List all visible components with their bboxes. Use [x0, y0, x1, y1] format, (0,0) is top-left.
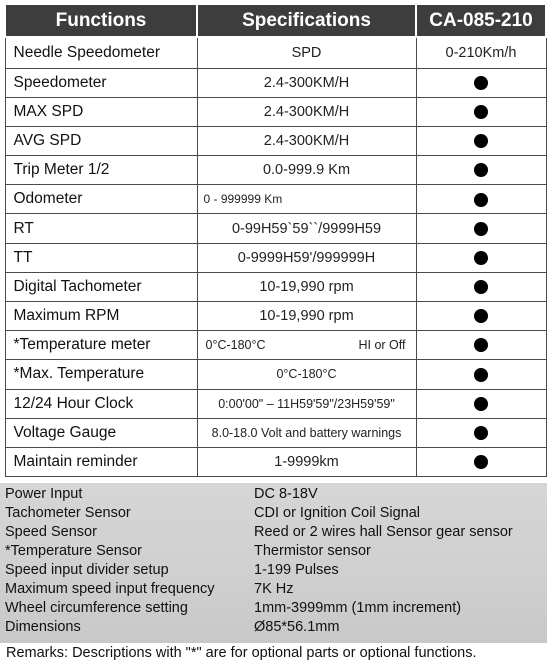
supported-dot-icon	[474, 455, 488, 469]
table-header-row	[5, 4, 546, 37]
spec-range: 0°C-180°C	[205, 338, 266, 353]
supported-dot-icon	[474, 134, 488, 148]
info-value: 7K Hz	[254, 581, 294, 597]
info-label: Speed Sensor	[5, 524, 97, 540]
spec-cell: 0:00'00" – 11H59'59"/23H59'59"	[197, 389, 416, 418]
function-cell: *Max. Temperature	[5, 360, 197, 389]
table-row	[5, 156, 546, 185]
supported-dot-icon	[474, 397, 488, 411]
table-row	[5, 97, 546, 126]
supported-dot-icon	[474, 368, 488, 382]
spec-cell: 10-19,990 rpm	[197, 302, 416, 331]
header-functions: Functions	[5, 4, 197, 37]
supported-dot-icon	[474, 222, 488, 236]
spec-cell: 2.4-300KM/H	[197, 126, 416, 155]
table-row	[5, 418, 546, 447]
supported-dot-icon	[474, 338, 488, 352]
info-label: Wheel circumference setting	[5, 600, 188, 616]
function-cell: Digital Tachometer	[5, 272, 197, 301]
function-cell: Trip Meter 1/2	[5, 156, 197, 185]
table-row	[5, 214, 546, 243]
model-cell	[416, 447, 546, 476]
info-label: Tachometer Sensor	[5, 505, 131, 521]
model-cell	[416, 185, 546, 214]
spec-cell: 10-19,990 rpm	[197, 272, 416, 301]
model-cell: 0-210Km/h	[416, 37, 546, 68]
table-row	[5, 185, 546, 214]
model-cell	[416, 389, 546, 418]
remarks-note: Remarks: Descriptions with "*" are for optional parts or optional functions.	[6, 645, 477, 661]
model-cell	[416, 360, 546, 389]
model-cell	[416, 302, 546, 331]
model-cell	[416, 418, 546, 447]
info-value: Ø85*56.1mm	[254, 619, 340, 635]
technical-info-panel	[0, 483, 547, 643]
table-row	[5, 243, 546, 272]
function-cell: AVG SPD	[5, 126, 197, 155]
spec-cell	[197, 331, 416, 360]
table-row	[5, 389, 546, 418]
model-cell	[416, 156, 546, 185]
table-row	[5, 37, 546, 68]
model-cell	[416, 97, 546, 126]
info-value: DC 8-18V	[254, 486, 318, 502]
table-row	[5, 302, 546, 331]
info-label: *Temperature Sensor	[5, 543, 143, 559]
supported-dot-icon	[474, 280, 488, 294]
function-cell: Maintain reminder	[5, 447, 197, 476]
spec-cell: 0°C-180°C	[197, 360, 416, 389]
function-cell: *Temperature meter	[5, 331, 197, 360]
function-cell: 12/24 Hour Clock	[5, 389, 197, 418]
table-row	[5, 447, 546, 476]
info-value: Thermistor sensor	[254, 543, 371, 559]
function-cell: TT	[5, 243, 197, 272]
spec-extra: HI or Off	[358, 338, 406, 353]
info-value: 1-199 Pulses	[254, 562, 339, 578]
function-cell: MAX SPD	[5, 97, 197, 126]
table-row	[5, 360, 546, 389]
model-cell	[416, 243, 546, 272]
spec-cell: 8.0-18.0 Volt and battery warnings	[197, 418, 416, 447]
spec-cell: 2.4-300KM/H	[197, 68, 416, 97]
supported-dot-icon	[474, 163, 488, 177]
function-cell: Odometer	[5, 185, 197, 214]
spec-cell: 0.0-999.9 Km	[197, 156, 416, 185]
spec-cell: SPD	[197, 37, 416, 68]
table-row	[5, 331, 546, 360]
supported-dot-icon	[474, 309, 488, 323]
spec-cell: 0-99H59`59``/9999H59	[197, 214, 416, 243]
header-specifications: Specifications	[197, 4, 416, 37]
specifications-table	[4, 3, 547, 477]
info-value: 1mm-3999mm (1mm increment)	[254, 600, 462, 616]
table-row	[5, 272, 546, 301]
spec-cell: 0 - 999999 Km	[197, 185, 416, 214]
supported-dot-icon	[474, 251, 488, 265]
spec-cell: 1-9999km	[197, 447, 416, 476]
model-cell	[416, 68, 546, 97]
table-row	[5, 126, 546, 155]
function-cell: Needle Speedometer	[5, 37, 197, 68]
function-cell: Maximum RPM	[5, 302, 197, 331]
model-cell	[416, 214, 546, 243]
info-label: Speed input divider setup	[5, 562, 169, 578]
function-cell: Voltage Gauge	[5, 418, 197, 447]
info-value: Reed or 2 wires hall Sensor gear sensor	[254, 524, 513, 540]
function-cell: RT	[5, 214, 197, 243]
info-label: Power Input	[5, 486, 83, 502]
model-cell	[416, 331, 546, 360]
info-label: Maximum speed input frequency	[5, 581, 215, 597]
header-model: CA-085-210	[416, 4, 546, 37]
supported-dot-icon	[474, 193, 488, 207]
supported-dot-icon	[474, 426, 488, 440]
table-row	[5, 68, 546, 97]
supported-dot-icon	[474, 105, 488, 119]
model-cell	[416, 272, 546, 301]
spec-cell: 2.4-300KM/H	[197, 97, 416, 126]
supported-dot-icon	[474, 76, 488, 90]
spec-cell: 0-9999H59'/999999H	[197, 243, 416, 272]
info-value: CDI or Ignition Coil Signal	[254, 505, 421, 521]
function-cell: Speedometer	[5, 68, 197, 97]
model-cell	[416, 126, 546, 155]
info-label: Dimensions	[5, 619, 81, 635]
